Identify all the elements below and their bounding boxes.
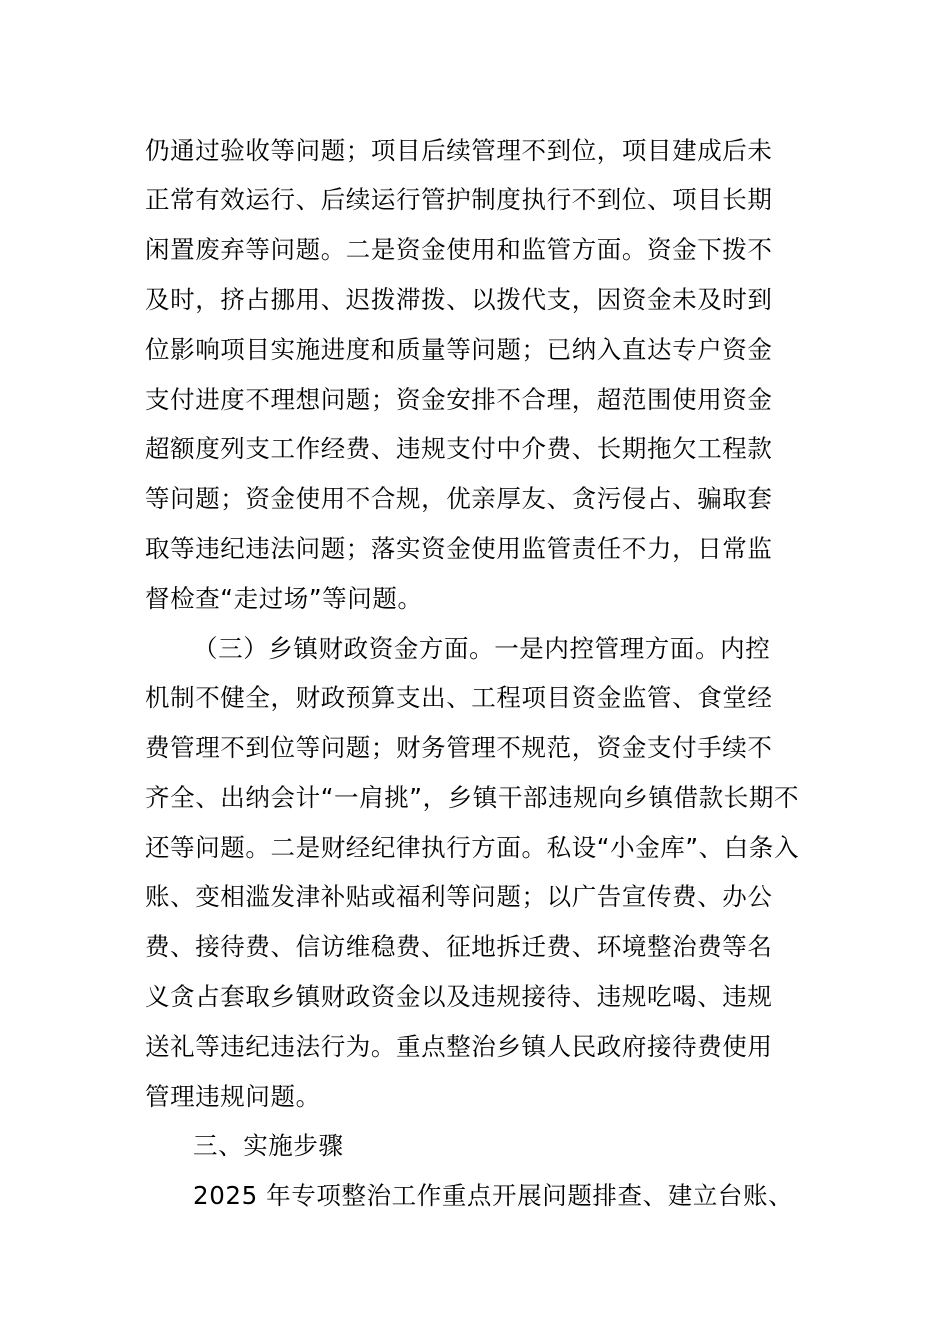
body-text-line: 等问题；资金使用不合规，优亲厚友、贪污侵占、骗取套 (145, 484, 773, 513)
body-text-line: 管理违规问题。 (145, 1082, 321, 1111)
body-text-line: 费、接待费、信访维稳费、征地拆迁费、环境整治费等名 (145, 932, 773, 961)
body-text-line: 取等违纪违法问题；落实资金使用监管责任不力，日常监 (145, 534, 773, 563)
body-text-line: 费管理不到位等问题；财务管理不规范，资金支付手续不 (145, 733, 773, 762)
section-heading: 三、实施步骤 (193, 1131, 344, 1160)
body-text-line: 账、变相滥发津补贴或福利等问题；以广告宣传费、办公 (145, 882, 773, 911)
body-text-line: 支付进度不理想问题；资金安排不合理，超范围使用资金 (145, 385, 773, 414)
body-text-line: 齐全、出纳会计“一肩挑”，乡镇干部违规向乡镇借款长期不 (145, 783, 800, 812)
body-text-line: 督检查“走过场”等问题。 (145, 584, 423, 613)
body-text-line: 机制不健全，财政预算支出、工程项目资金监管、食堂经 (145, 683, 773, 712)
body-text-line: 仍通过验收等问题；项目后续管理不到位，项目建成后未 (145, 136, 773, 165)
section-paragraph-start: （三）乡镇财政资金方面。一是内控管理方面。内控 (193, 634, 771, 663)
body-text-line: 及时，挤占挪用、迟拨滞拨、以拨代支，因资金未及时到 (145, 285, 773, 314)
body-text-line: 位影响项目实施进度和质量等问题；已纳入直达专户资金 (145, 335, 773, 364)
body-text-line: 义贪占套取乡镇财政资金以及违规接待、违规吃喝、违规 (145, 982, 773, 1011)
body-text-line: 还等问题。二是财经纪律执行方面。私设“小金库”、白条入 (145, 833, 800, 862)
body-text-line: 送礼等违纪违法行为。重点整治乡镇人民政府接待费使用 (145, 1032, 773, 1061)
body-text-line: 超额度列支工作经费、违规支付中介费、长期拖欠工程款 (145, 434, 773, 463)
body-text-line: 2025 年专项整治工作重点开展问题排查、建立台账、 (193, 1181, 794, 1210)
body-text-line: 闲置废弃等问题。二是资金使用和监管方面。资金下拨不 (145, 235, 773, 264)
body-text-line: 正常有效运行、后续运行管护制度执行不到位、项目长期 (145, 185, 773, 214)
